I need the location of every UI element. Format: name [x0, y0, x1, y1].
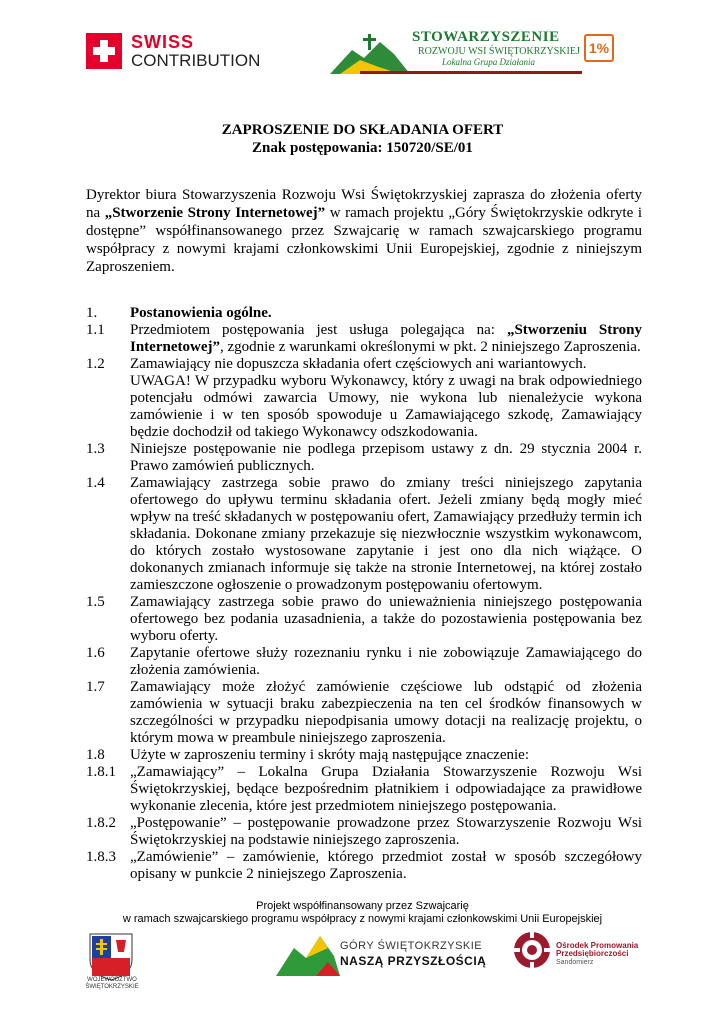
clause-text: „Postępowanie” – postępowanie prowadzone przez Stowarzyszenie Rozwoju Wsi Świętokrzyskiej na podstawie niniejszego zaproszenia.	[130, 815, 642, 848]
clause-number: 1.3	[86, 441, 105, 457]
clause-text: Zamawiający może złożyć zamówienie częściowe lub odstąpić od złożenia zamówienia w sytuacji braku zabezpieczenia na ten cel środków finansowych w szczególności w przypadku niepodpisania umowy dotacji na realizację projektu, o którym mowa w preambule niniejszego zaproszenia.	[130, 679, 642, 746]
clause-text: Niniejsze postępowanie nie podlega przepisom ustawy z dn. 29 stycznia 2004 r. Prawo zamówień publicznych.	[130, 441, 642, 474]
association-lgd: Lokalna Grupa Działania	[442, 57, 536, 67]
clause-1-2	[86, 356, 642, 441]
clause-1-3	[86, 441, 642, 475]
opp-logo-line3: Sandomierz	[556, 959, 594, 966]
swiss-logo-line1: SWISS	[131, 32, 195, 52]
opp-logo-line1: Ośrodek Promowania	[556, 941, 639, 950]
association-subname: ROZWOJU WSI ŚWIĘTOKRZYSKIEJ	[418, 46, 580, 57]
clause-text: Zamawiający nie dopuszcza składania ofert częściowych ani wariantowych.	[130, 356, 587, 372]
gory-logo-line2: NASZĄ PRZYSZŁOŚCIĄ	[340, 954, 487, 968]
association-underline	[360, 71, 582, 74]
clause-text: Użyte w zaproszeniu terminy i skróty mają następujące znaczenie:	[130, 747, 529, 763]
gory-swietokrzyskie-logo-icon	[276, 926, 446, 978]
procedure-reference: Znak postępowania: 150720/SE/01	[252, 140, 473, 156]
clause-text: Zapytanie ofertowe służy rozeznaniu rynku i nie zobowiązuje Zamawiającego do złożenia zamówienia.	[130, 645, 642, 678]
clause-text: Zamawiający zastrzega sobie prawo do zmiany treści niniejszego zapytania ofertowego do upływu terminu składania ofert. Jeżeli zmiany będą mogły mieć wpływ na treść składanych w postępowaniu ofert, Zamawiający przedłuży termin ich składania. Dokonane zmiany przekazuje się niezwłocznie wszystkim wykonawcom, do których zostało wystosowane zapytanie i jest ono dla nich wiążące. O dokonanych zmianach informuje się także na stronie Internetowej, na której zostało zamieszczone ogłoszenie o prowadzonym postępowaniu ofertowym.	[130, 475, 642, 593]
mountain-cross-icon	[330, 32, 410, 74]
clause-number: 1.7	[86, 679, 105, 695]
clause-bold: „Stworzeniu Strony Internetowej”	[130, 322, 643, 355]
clause-number: 1.4	[86, 475, 105, 491]
intro-text-b: w ramach projektu „Góry Świętokrzyskie odkryte i dostępne” współfinansowanego przez Szwajcarię w ramach szwajcarskiego programu współpracy z nowymi krajami członkowskimi Unii Europejskiej, zgodnie z niniejszym Zaproszeniem.	[86, 205, 642, 275]
clause-number: 1.2	[86, 356, 105, 372]
opp-logo-line2: Przedsiębiorczości	[556, 949, 629, 958]
clause-warning: UWAGA! W przypadku wyboru Wykonawcy, który z uwagi na brak odpowiedniego potencjału odmówi zawarcia Umowy, nie wykona lub nienależycie wykona zamówienie i w ten sposób spowoduje u Zamawiającego szkodę, Zamawiający będzie dochodził od takiego Wykonawcy odszkodowania.	[130, 373, 642, 440]
association-logo	[330, 26, 612, 76]
swiss-logo-line2: CONTRIBUTION	[131, 51, 261, 70]
clause-number: 1.8.2	[86, 815, 116, 831]
intro-text-a: Dyrektor biura Stowarzyszenia Rozwoju Wsi Świętokrzyskiej zaprasza do złożenia oferty na	[86, 187, 642, 221]
section-title: Postanowienia ogólne.	[130, 305, 272, 321]
clause-text: „Zamawiający” – Lokalna Grupa Działania Stowarzyszenie Rozwoju Wsi Świętokrzyskiej, będące bezpośrednim płatnikiem i odpowiadające za prawidłowe wykonanie zlecenia, które jest przedmiotem niniejszego postępowania.	[130, 764, 642, 814]
clause-number: 1.8.1	[86, 764, 116, 780]
clause-number: 1.5	[86, 594, 105, 610]
clause-number: 1.8	[86, 747, 105, 763]
opp-sandomierz-logo-icon	[512, 930, 552, 970]
clause-1-4	[86, 475, 642, 594]
clause-1-8-1	[86, 764, 642, 815]
footer-line-2: w ramach szwajcarskiego programu współpracy z nowymi krajami członkowskimi Unii Europejskiej	[122, 913, 603, 925]
document-title: ZAPROSZENIE DO SKŁADANIA OFERT	[221, 122, 504, 138]
clause-1-8-3	[86, 849, 642, 883]
swiss-cross-icon	[86, 33, 122, 69]
clause-1-7	[86, 679, 642, 747]
clause-1-8-2	[86, 815, 642, 849]
footer-line-1: Projekt współfinansowany przez Szwajcarię	[256, 900, 469, 912]
section-number: 1.	[86, 305, 98, 321]
clause-1-5	[86, 594, 642, 645]
clause-1-1	[86, 322, 642, 356]
section-1-heading	[86, 305, 642, 322]
clause-number: 1.6	[86, 645, 105, 661]
clause-text: Przedmiotem postępowania jest usługa polegająca na:	[130, 322, 507, 338]
association-name: STOWARZYSZENIE	[412, 29, 560, 45]
section-1	[86, 305, 642, 883]
clause-text: „Zamówienie” – zamówienie, którego przedmiot został w sposób szczegółowy opisany w punkcie 2 niniejszego Zaproszenia.	[130, 849, 642, 882]
intro-paragraph	[86, 186, 642, 276]
clause-text: Zamawiający zastrzega sobie prawo do unieważnienia niniejszego postępowania ofertowego bez podania uzasadnienia, a także do pozostawienia postępowania bez wyboru oferty.	[130, 594, 642, 644]
gory-logo-line1: GÓRY ŚWIĘTOKRZYSKIE	[340, 940, 483, 952]
swiss-contribution-logo	[86, 33, 266, 75]
clause-number: 1.1	[86, 322, 105, 338]
voivodeship-label: WOJEWÓDZTWO ŚWIĘTOKRZYSKIE	[85, 977, 139, 990]
clause-number: 1.8.3	[86, 849, 116, 865]
clause-1-8	[86, 747, 642, 764]
one-percent-badge: 1%	[584, 34, 614, 62]
clause-text: , zgodnie z warunkami określonymi w pkt. 2 niniejszego Zaproszenia.	[219, 339, 641, 355]
clause-1-6	[86, 645, 642, 679]
intro-bold: „Stworzenie Strony Internetowej”	[104, 205, 326, 221]
